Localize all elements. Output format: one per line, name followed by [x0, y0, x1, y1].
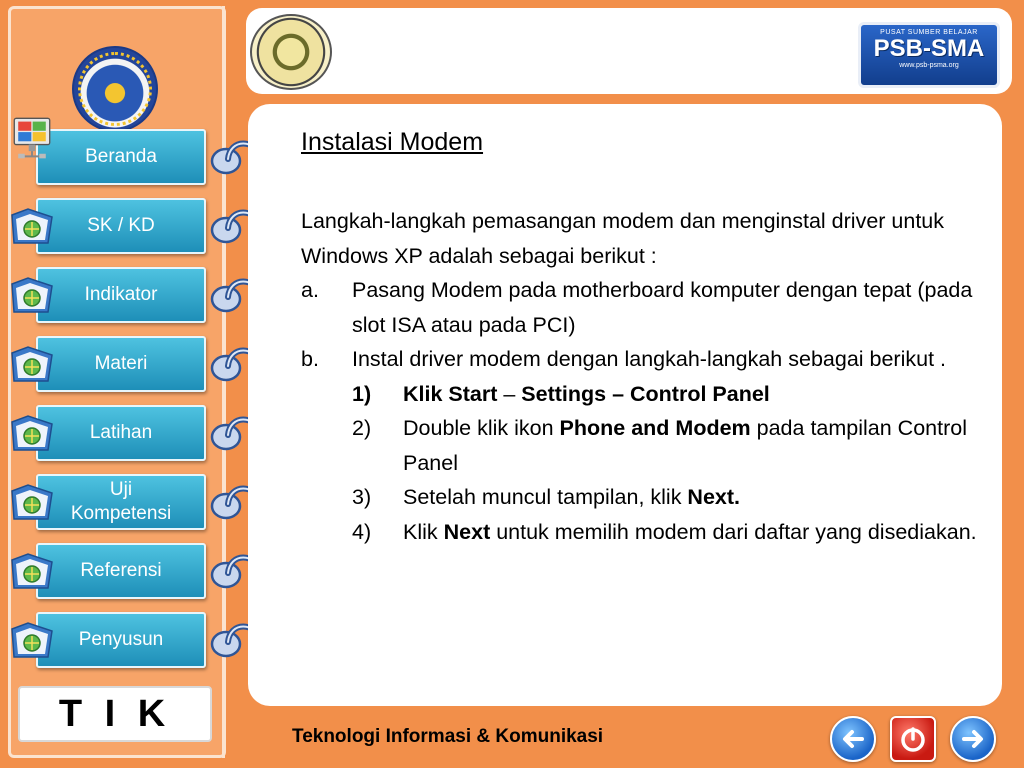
step-text	[403, 377, 770, 412]
step-bold: Next.	[687, 485, 740, 509]
list-item-a	[301, 273, 991, 342]
globe-folder-icon	[8, 619, 56, 661]
sidebar-item-referensi[interactable]	[36, 543, 206, 599]
subject-badge: T I K	[18, 686, 212, 742]
sidebar-item-sk-kd[interactable]	[36, 198, 206, 254]
psb-main-text: PSB-SMA	[873, 35, 985, 62]
power-icon	[898, 724, 928, 754]
step-plain: pada tampilan Control Panel	[403, 416, 973, 475]
globe-folder-icon	[8, 205, 56, 247]
step-bold: Klik Start	[403, 381, 498, 406]
intro-text: Langkah-langkah pemasangan modem dan menginstal driver untuk Windows XP adalah sebagai berikut :	[301, 209, 945, 268]
step-marker: 3)	[352, 485, 372, 509]
step-4	[352, 515, 991, 550]
psb-url-text: www.psb-psma.org	[899, 62, 959, 69]
psb-sma-logo[interactable]	[858, 22, 1000, 88]
institution-seal	[250, 14, 332, 90]
sidebar-item-label: SK / KD	[87, 215, 155, 237]
step-plain: Klik	[403, 519, 444, 544]
globe-folder-icon	[8, 343, 56, 385]
sidebar-item-label: Latihan	[89, 422, 153, 444]
arrow-left-icon	[838, 724, 868, 754]
sidebar-item-label: Beranda	[85, 146, 157, 168]
globe-folder-icon	[8, 412, 56, 454]
sidebar-item-beranda[interactable]	[36, 129, 206, 185]
next-button[interactable]	[950, 716, 996, 762]
sidebar-item-indikator[interactable]	[36, 267, 206, 323]
step-marker: 4)	[352, 519, 372, 544]
content-body	[301, 204, 991, 549]
list-item-text: Instal driver modem dengan langkah-langkah sebagai berikut .	[352, 347, 947, 371]
step-2	[352, 411, 991, 480]
list-item-b	[301, 342, 991, 377]
sidebar-item-uji-kompetensi[interactable]	[36, 474, 206, 530]
step-marker: 1)	[352, 381, 372, 406]
step-bold: Settings – Control Panel	[521, 381, 770, 406]
previous-button[interactable]	[830, 716, 876, 762]
step-bold: Next	[443, 519, 491, 544]
step-plain: –	[497, 381, 522, 406]
sidebar-item-label: Referensi	[80, 560, 162, 582]
sidebar-item-label: Penyusun	[78, 629, 164, 651]
list-item-text: Pasang Modem pada motherboard komputer dengan tepat (pada slot ISA atau pada PCI)	[352, 278, 973, 337]
page-title: Instalasi Modem	[301, 128, 484, 156]
step-1	[352, 377, 991, 412]
list-marker: b.	[301, 347, 319, 371]
step-plain: Setelah muncul tampilan, klik	[403, 485, 688, 509]
step-plain: untuk memilih modem dari daftar yang disediakan.	[490, 519, 977, 544]
step-3	[352, 480, 991, 515]
step-text	[403, 480, 740, 515]
footer-subject-title: Teknologi Informasi & Komunikasi	[292, 726, 604, 747]
logo-ring	[78, 52, 152, 126]
step-marker: 2)	[352, 416, 372, 440]
sidebar-item-label: Indikator	[84, 284, 158, 306]
step-text	[403, 411, 991, 480]
sidebar-item-penyusun[interactable]	[36, 612, 206, 668]
sidebar-item-label: Uji Kompetensi	[70, 479, 172, 524]
exit-button[interactable]	[890, 716, 936, 762]
arrow-right-icon	[958, 724, 988, 754]
sidebar-item-latihan[interactable]	[36, 405, 206, 461]
globe-folder-icon	[8, 550, 56, 592]
sidebar-item-materi[interactable]	[36, 336, 206, 392]
globe-folder-icon	[8, 274, 56, 316]
step-bold: Phone and Modem	[559, 416, 751, 440]
psb-top-text: PUSAT SUMBER BELAJAR	[880, 29, 978, 36]
sidebar-item-label: Materi	[94, 353, 148, 375]
step-text	[403, 515, 977, 550]
list-marker: a.	[301, 278, 319, 302]
step-plain: Double klik ikon	[403, 416, 560, 440]
globe-folder-icon	[8, 481, 56, 523]
monitor-icon	[8, 117, 56, 159]
